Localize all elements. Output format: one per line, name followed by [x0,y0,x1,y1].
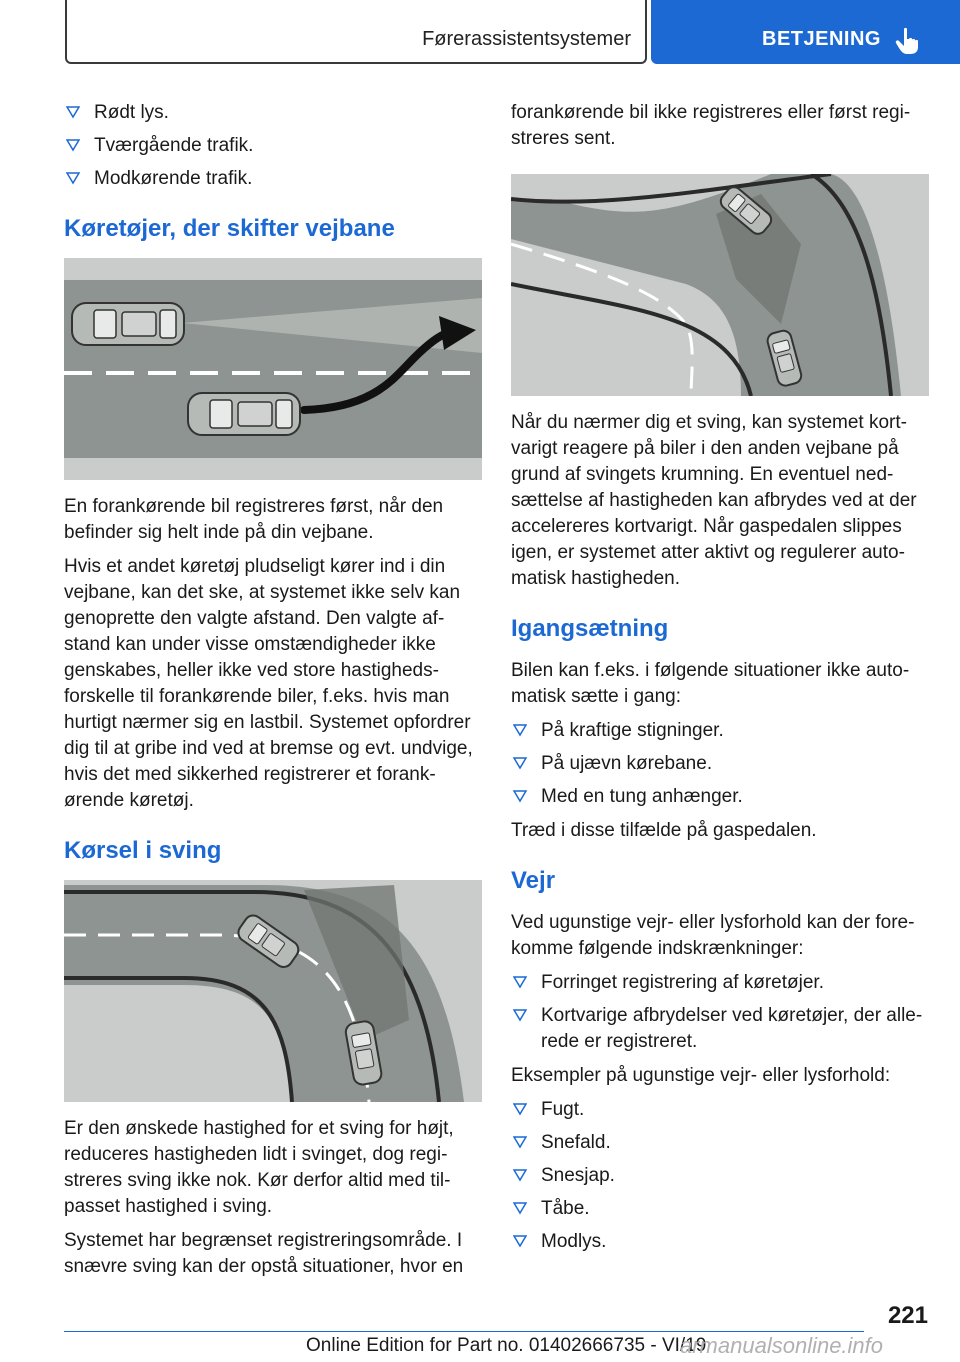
bullet-list-startup [511,718,929,810]
list-item: Modkørende trafik. [64,166,482,192]
page-number: 221 [887,1302,928,1329]
bullet-list-weather-examples [511,1097,929,1255]
triangle-bullet-icon [513,789,527,803]
triangle-bullet-icon [66,105,80,119]
triangle-bullet-icon [513,1102,527,1116]
bullet-list-signals [64,100,482,192]
list-item: Modlys. [511,1229,929,1255]
triangle-bullet-icon [513,1168,527,1182]
header-chapter-box [651,0,960,64]
list-item: Snefald. [511,1130,929,1156]
paragraph: Ved ugunstige vejr- eller lysforhold kan der forekomme følgende indskrænkninger: [511,912,915,959]
list-item: På kraftige stigninger. [511,718,929,744]
oncoming-curve-illustration [511,174,929,396]
paragraph: forankørende bil ikke registreres eller først registreres sent. [511,102,911,149]
footer-divider [64,1331,864,1332]
triangle-bullet-icon [513,1201,527,1215]
list-item: Forringet registrering af køretøjer. [511,970,929,996]
triangle-bullet-icon [513,1008,527,1022]
left-column [64,100,482,1288]
list-item: Snesjap. [511,1163,929,1189]
car-icon [188,393,300,435]
list-item: Fugt. [511,1097,929,1123]
list-item: Med en tung anhænger. [511,784,929,810]
triangle-bullet-icon [513,723,527,737]
list-item: Tværgående trafik. [64,133,482,159]
paragraph: En forankørende bil registreres først, når den befinder sig helt inde på din vejbane. [64,496,444,543]
list-item: På ujævn kørebane. [511,751,929,777]
header-section-title: Førerassistentsystemer [422,28,631,50]
curve-illustration [64,880,482,1102]
heading-curve-driving: Kørsel i sving [64,837,222,864]
paragraph: Træd i disse tilfælde på gaspedalen. [511,820,817,841]
list-item: Rødt lys. [64,100,482,126]
edition-text: Online Edition for Part no. 01402666735 - VI/19 [306,1335,707,1356]
paragraph: Bilen kan f.eks. i følgende situationer ikke automatisk sætte i gang: [511,660,910,707]
triangle-bullet-icon [513,756,527,770]
paragraph: Er den ønskede hastighed for et sving for højt, reduceres hastigheden lidt i svinget, dog registreres sving ikke nok. Kør derfor altid med tilpasset hastighed i sving. [64,1118,454,1217]
paragraph: Hvis et andet køretøj pludseligt kører ind i din vejbane, kan det ske, at systemet ikke selv kan genoprette den valgte afstand. Den valgte afstand kan under visse omstændigheder ikke genskabes, heller ikke ved store hastighedsforskelle til forankørende biler, f.eks. hvis man hurtigt nærmer sig en lastbil. Systemet opfordrer dig til at gribe ind ved at bremse og evt. undvige, hvis det med sikkerhed registrerer et forankørende køretøj. [64,556,473,811]
lane-change-illustration [64,258,482,480]
car-icon [72,303,184,345]
list-item: Tåbe. [511,1196,929,1222]
paragraph: Når du nærmer dig et sving, kan systemet kortvarigt reagere på biler i den anden vejbane på grund af svingets krumning. En eventuel nedsættelse af hastigheden kan afbrydes ved at der accelereres kortvarigt. Når gaspedalen slippes igen, er systemet atter aktivt og regulerer automatisk hastigheden. [511,412,917,589]
triangle-bullet-icon [513,1135,527,1149]
paragraph: Eksempler på ugunstige vejr- eller lysforhold: [511,1065,891,1086]
triangle-bullet-icon [66,171,80,185]
triangle-bullet-icon [513,1234,527,1248]
right-column [511,100,929,1263]
bullet-list-weather-limits [511,970,929,1055]
watermark-text: armanualsonline.info [680,1333,884,1358]
triangle-bullet-icon [66,138,80,152]
paragraph: Systemet har begrænset registreringsområde. I snævre sving kan der opstå situationer, hvor en [64,1230,464,1277]
header-section-box [65,0,647,64]
triangle-bullet-icon [513,975,527,989]
hand-pointer-icon [895,27,921,55]
heading-weather: Vejr [511,867,556,894]
heading-startup: Igangsætning [511,615,669,642]
header-chapter-title: BETJENING [762,28,881,50]
list-item: Kortvarige afbrydelser ved køretøjer, der allerede er registreret. [511,1003,929,1055]
heading-lane-change: Køretøjer, der skifter vejbane [64,215,395,242]
